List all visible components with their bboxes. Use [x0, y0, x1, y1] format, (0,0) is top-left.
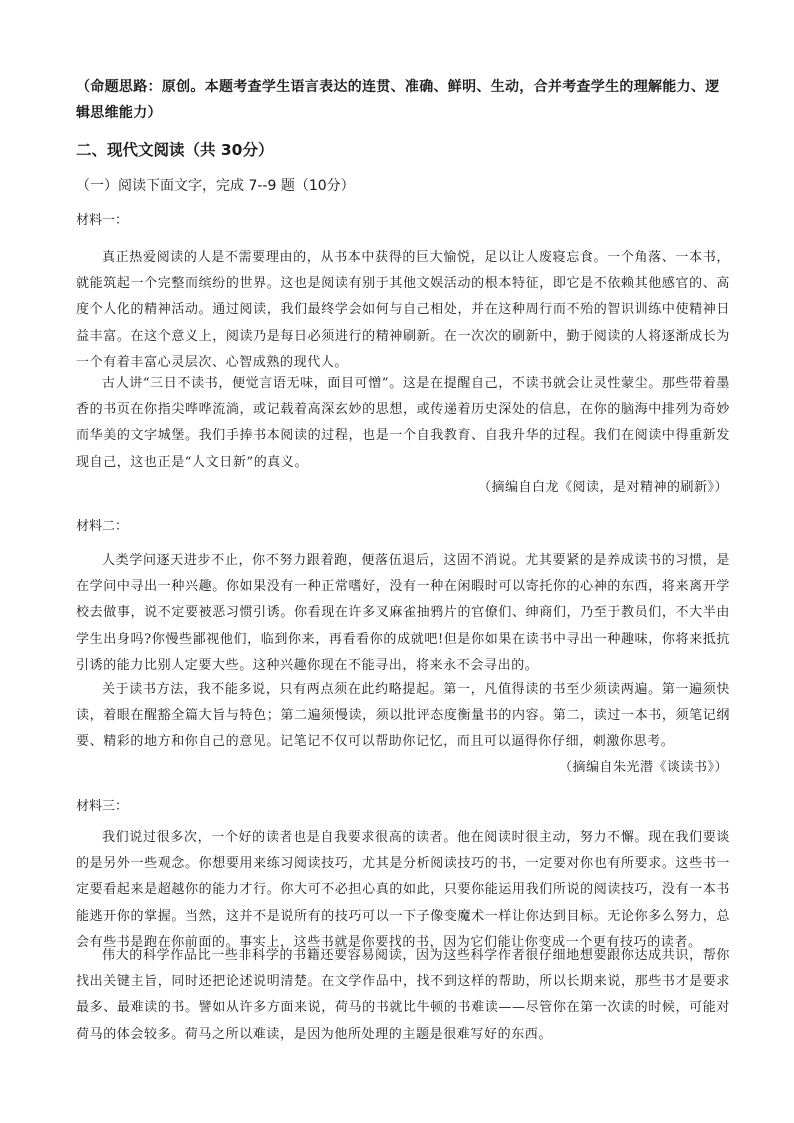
section-title: 二、现代文阅读（共 30分）	[76, 141, 274, 159]
material-1-paragraph-2: 古人讲“三日不读书，便觉言语无味，面目可憎”。这是在提醒自己，不读书就会让灵性蒙尘。那些带着墨香的书页在你指尖哗哗流淌，或记载着高深玄妙的思想，或传递着历史深处的信息，在你的脑海中排列为奇妙而华美的文字城堡。我们手捧书本阅读的过程，也是一个自我教育、自我升华的过程。我们在阅读中得重新发现自己，这也正是“人文日新”的真义。	[76, 376, 730, 470]
material-2-paragraph-1: 人类学问逐天进步不止，你不努力跟着跑，便落伍退后，这固不消说。尤其要紧的是养成读书的习惯，是在学问中寻出一种兴趣。你如果没有一种正常嗜好，没有一种在闲暇时可以寄托你的心神的东西，将来离开学校去做事，说不定要被恶习惯引诱。你看现在许多叉麻雀抽鸦片的官僚们、绅商们，乃至于教员们，不大半由学生出身吗?你慢些鄙视他们，临到你来，再看看你的成就吧!但是你如果在读书中寻出一种趣味，你将来抵抗引诱的能力比别人定要大些。这种兴趣你现在不能寻出，将来永不会寻出的。	[76, 553, 730, 673]
material-1-label: 材料一：	[76, 213, 129, 228]
material-3-label: 材料三：	[76, 799, 129, 814]
material-3-paragraph-2: 伟大的科学作品比一些非科学的书籍还要容易阅读，因为这些科学作者很仔细地想要跟你达成共识，帮你找出关键主旨，同时还把论述说明清楚。在文学作品中，找不到这样的帮助，所以长期来说，那些书才是要求最多、最难读的书。譬如从许多方面来说，荷马的书就比牛顿的书难读——尽管你在第一次读的时候，可能对荷马的体会较多。荷马之所以难读，是因为他所处理的主题是很难写好的东西。	[76, 948, 730, 1042]
question-design-note: （命题思路：原创。本题考查学生语言表达的连贯、准确、鲜明、生动，合并考查学生的理解能力、逻辑思维能力）	[76, 79, 720, 121]
material-2-source: （摘编自朱光潜《谈读书》）	[558, 760, 728, 775]
material-1-source: （摘编自白龙《阅读，是对精神的刷新》）	[477, 480, 728, 495]
reading-instruction: （一）阅读下面文字，完成 7--9 题（10分）	[76, 178, 355, 194]
material-3-paragraph-1: 我们说过很多次，一个好的读者也是自我要求很高的读者。他在阅读时很主动，努力不懈。现在我们要谈的是另外一些观念。你想要用来练习阅读技巧，尤其是分析阅读技巧的书，一定要对你也有所要求。这些书一定要看起来是超越你的能力才行。你大可不必担心真的如此，只要你能运用我们所说的阅读技巧，没有一本书能逃开你的掌握。当然，这并不是说所有的技巧可以一下子像变魔术一样让你达到目标。无论你多么努力，总会有些书是跑在你前面的。事实上，这些书就是你要找的书，因为它们能让你变成一个更有技巧的读者。	[76, 830, 730, 950]
material-2-paragraph-2: 关于读书方法，我不能多说，只有两点须在此约略提起。第一，凡值得读的书至少须读两遍。第一遍须快读，着眼在醒豁全篇大旨与特色；第二遍须慢读，须以批评态度衡量书的内容。第二，读过一本书，须笔记纲要、精彩的地方和你自己的意见。记笔记不仅可以帮助你记忆，而且可以逼得你仔细，刺激你思考。	[76, 682, 730, 750]
material-2-label: 材料二：	[76, 519, 129, 534]
material-1-paragraph-1: 真正热爱阅读的人是不需要理由的，从书本中获得的巨大愉悦，足以让人废寝忘食。一个角落、一本书，就能筑起一个完整而缤纷的世界。这也是阅读有别于其他文娱活动的根本特征，即它是不依赖其他感官的、高度个人化的精神活动。通过阅读，我们最终学会如何与自己相处，并在这种周行而不殆的智识训练中使精神日益丰富。在这个意义上，阅读乃是每日必须进行的精神刷新。在一次次的刷新中，勤于阅读的人将逐渐成长为一个有着丰富心灵层次、心智成熟的现代人。	[76, 250, 730, 370]
